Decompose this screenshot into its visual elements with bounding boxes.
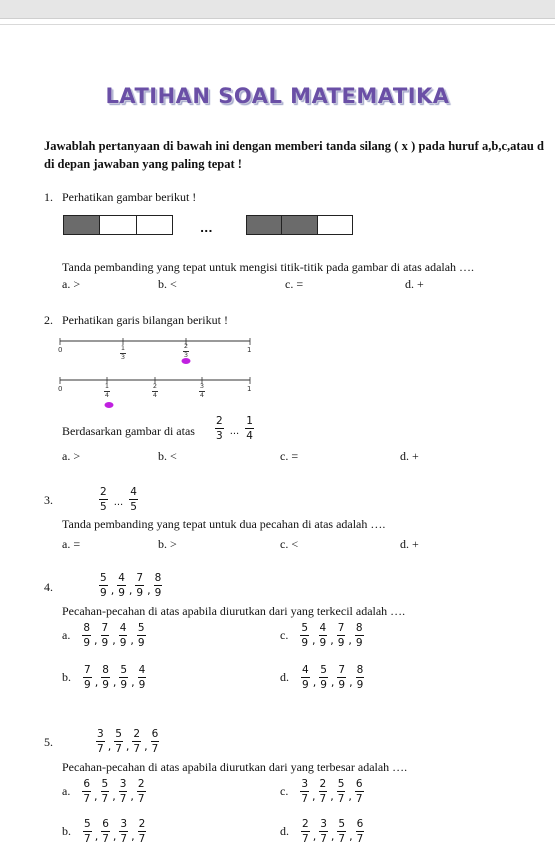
- q4-option-a[interactable]: a. $\frac{8}{9}$ , $\frac{7}{9}$ , $\frac{4}{9}$ , $\frac{5}{9}$: [62, 622, 145, 649]
- q2-question-text: Berdasarkan gambar di atas: [62, 424, 195, 438]
- marker-dot: [182, 358, 191, 364]
- fraction: $\frac{4}{9}$: [118, 572, 125, 599]
- nl1-tick-label: 1 3: [120, 344, 126, 361]
- q1-number: 1.: [44, 190, 53, 204]
- q4-option-b[interactable]: b. $\frac{7}{9}$ , $\frac{8}{9}$ , $\frac{5}{9}$ , $\frac{4}{9}$: [62, 664, 146, 691]
- q5-number: 5.: [44, 735, 53, 749]
- q2-number: 2.: [44, 313, 53, 327]
- q1-option-a[interactable]: [62, 277, 80, 292]
- option-text: >: [73, 277, 81, 291]
- q4-option-c[interactable]: c. $\frac{5}{9}$ , $\frac{4}{9}$ , $\frac{7}{9}$ , $\frac{8}{9}$: [280, 622, 363, 649]
- option-label: b.: [158, 277, 167, 291]
- fraction: $\frac{2}{3}$: [216, 415, 223, 442]
- nl2-end: 1: [247, 385, 252, 393]
- q3-question: Tanda pembanding yang tepat untuk dua pecahan di atas adalah ….: [62, 517, 386, 531]
- nl1-start: 0: [58, 346, 63, 354]
- comparison-dots: ...: [229, 426, 240, 437]
- nl1-tick-label: 2 3: [183, 342, 189, 359]
- q5-option-c[interactable]: c. $\frac{3}{7}$ , $\frac{2}{7}$ , $\frac{5}{7}$ , $\frac{6}{7}$: [280, 778, 363, 805]
- q1-bar-left: [63, 215, 173, 235]
- fraction: $\frac{3}{7}$: [97, 728, 104, 755]
- q5-option-d[interactable]: d. $\frac{2}{7}$ , $\frac{3}{7}$ , $\frac{5}{7}$ , $\frac{6}{7}$: [280, 818, 364, 845]
- q2-option-d[interactable]: d. +: [400, 449, 419, 463]
- q3-comparison: [99, 484, 138, 513]
- q1-bar-right: [246, 215, 353, 235]
- q1-option-b[interactable]: [158, 277, 177, 292]
- fraction: $\frac{7}{9}$: [136, 572, 144, 599]
- q3-option-b[interactable]: b. >: [158, 537, 177, 551]
- bar-cell-shaded: [282, 216, 317, 234]
- q4-option-d[interactable]: d. $\frac{4}{9}$ , $\frac{5}{9}$ , $\frac{7}{9}$ , $\frac{8}{9}$: [280, 664, 364, 691]
- marker-dot: [105, 402, 114, 408]
- bar-cell: [137, 216, 172, 234]
- nl2-tick-label: 2 4: [152, 382, 158, 399]
- nl2-tick-label: 3 4: [199, 382, 205, 399]
- fraction: $\frac{6}{7}$: [151, 728, 159, 755]
- option-label: a.: [62, 277, 71, 291]
- bar-cell: [100, 216, 136, 234]
- q3-number: 3.: [44, 493, 53, 507]
- q1-option-d[interactable]: [405, 277, 424, 292]
- fraction: $\frac{2}{7}$: [133, 728, 141, 755]
- q1-dots: ...: [200, 222, 213, 235]
- q2-prompt: Perhatikan garis bilangan berikut !: [62, 313, 228, 327]
- q3-option-d[interactable]: d. +: [400, 537, 419, 551]
- number-line-quarters: [55, 374, 265, 414]
- option-text: <: [170, 277, 177, 291]
- q1-question: Tanda pembanding yang tepat untuk mengisi titik-titik pada gambar di atas adalah ….: [62, 260, 475, 274]
- q2-option-a[interactable]: a. >: [62, 449, 81, 463]
- q5-fraction-list: $\frac{3}{7}$ , $\frac{5}{7}$ , $\frac{2}{7}$ , $\frac{6}{7}$: [97, 728, 159, 755]
- q4-number: 4.: [44, 580, 53, 594]
- bar-cell-shaded: [64, 216, 100, 234]
- q1-option-c[interactable]: [285, 277, 303, 292]
- page-title: LATIHAN SOAL MATEMATIKA: [105, 84, 450, 108]
- option-label: c.: [285, 277, 294, 291]
- q5-option-a[interactable]: a. $\frac{6}{7}$ , $\frac{5}{7}$ , $\frac{3}{7}$ , $\frac{2}{7}$: [62, 778, 145, 805]
- fraction: $\frac{8}{9}$: [154, 572, 162, 599]
- browser-top-bar: [0, 0, 555, 19]
- q5-question: Pecahan-pecahan di atas apabila diurutkan dari yang terbesar adalah ….: [62, 760, 408, 774]
- q1-prompt: Perhatikan gambar berikut !: [62, 190, 197, 204]
- nl2-start: 0: [58, 385, 63, 393]
- fraction: $\frac{1}{4}$: [246, 415, 253, 442]
- option-label: d.: [405, 277, 414, 291]
- q2-option-b[interactable]: b. <: [158, 449, 177, 463]
- fraction: $\frac{4}{5}$: [130, 486, 137, 513]
- bar-cell: [318, 216, 352, 234]
- number-line-thirds: [55, 335, 265, 375]
- q3-option-a[interactable]: a. =: [62, 537, 81, 551]
- instruction-text: Jawablah pertanyaan di bawah ini dengan memberi tanda silang ( x ) pada huruf a,b,c,atau d di depan jawaban yang paling tepat !: [44, 139, 544, 171]
- q3-option-c[interactable]: c. <: [280, 537, 299, 551]
- q4-question: Pecahan-pecahan di atas apabila diurutkan dari yang terkecil adalah ….: [62, 604, 406, 618]
- fraction: $\frac{2}{5}$: [100, 486, 107, 513]
- divider-line: [0, 24, 555, 25]
- q2-comparison: [215, 413, 254, 442]
- option-text: +: [417, 277, 424, 291]
- q2-option-c[interactable]: c. =: [280, 449, 299, 463]
- fraction: $\frac{5}{7}$: [115, 728, 122, 755]
- comparison-dots: ...: [113, 497, 124, 508]
- fraction: $\frac{5}{9}$: [100, 572, 107, 599]
- q5-option-b[interactable]: b. $\frac{5}{7}$ , $\frac{6}{7}$ , $\frac{3}{7}$ , $\frac{2}{7}$: [62, 818, 146, 845]
- nl2-tick-label: 1 4: [104, 382, 110, 399]
- option-text: =: [296, 277, 304, 291]
- nl1-end: 1: [247, 346, 252, 354]
- q4-fraction-list: $\frac{5}{9}$ , $\frac{4}{9}$ , $\frac{7}{9}$ , $\frac{8}{9}$: [100, 572, 162, 599]
- bar-cell-shaded: [247, 216, 282, 234]
